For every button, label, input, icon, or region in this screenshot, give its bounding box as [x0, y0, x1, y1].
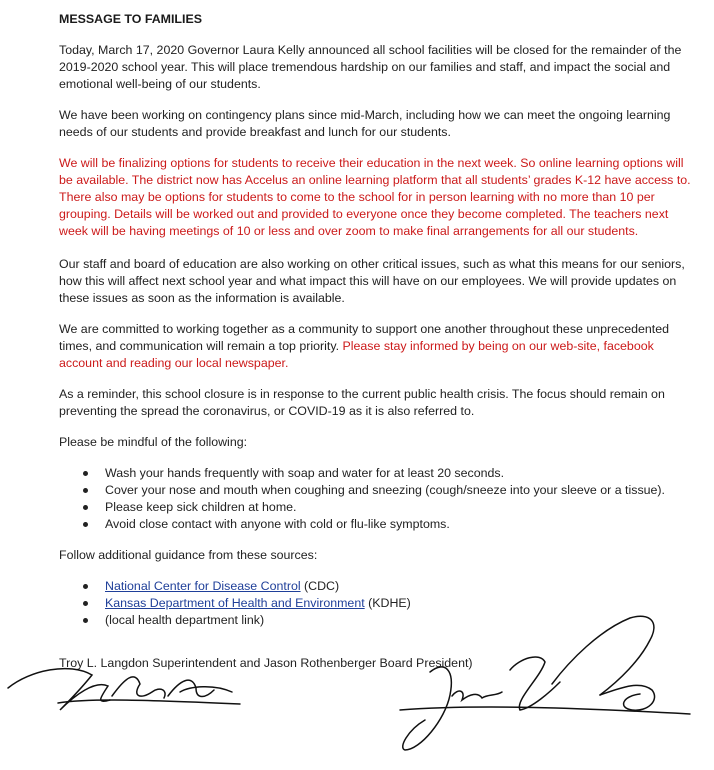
paragraph-reminder: As a reminder, this school closure is in response to the current public health crisis. The focus should remain on preventing the spread the coronavirus, or COVID-19 as it is also referred to. [59, 387, 665, 418]
cdc-link[interactable]: National Center for Disease Control [105, 579, 301, 593]
letter-heading: MESSAGE TO FAMILIES [59, 12, 202, 26]
stay-informed-text: Please stay informed by being on our web-site, facebook account and reading our local newspaper. [59, 339, 654, 370]
list-item: Cover your nose and mouth when coughing and sneezing (cough/sneeze into your sleeve or a tissue). [81, 482, 699, 499]
mindful-list [59, 465, 699, 533]
guidance-intro: Follow additional guidance from these sources: [59, 548, 318, 562]
paragraph-announcement: Today, March 17, 2020 Governor Laura Kelly announced all school facilities will be closed for the remainder of the 2019-2020 school year. This will place tremendous hardship on our families and staff, and impact the social and emotional well-being of our students. [59, 43, 682, 91]
source-item-kdhe [81, 595, 699, 612]
paragraph-learning-options: We will be finalizing options for students to receive their education in the next week. So online learning options will be available. The district now has Accelus an online learning platform that all students’ grades K-12 have access to. There also may be options for students to come to the school for in person learning with no more than 10 per grouping. Details will be worked out and provided to everyone once they become completed. The teachers next week will be having meetings of 10 or less and over zoom to make final arrangements for all our students. [59, 156, 691, 238]
cdc-suffix: (CDC) [300, 579, 340, 593]
kdhe-suffix: (KDHE) [364, 596, 411, 610]
superintendent-signature [8, 669, 240, 710]
letter [59, 11, 699, 643]
list-item: Avoid close contact with anyone with cold or flu-like symptoms. [81, 516, 699, 533]
kdhe-link[interactable]: Kansas Department of Health and Environment [105, 596, 365, 610]
paragraph-contingency: We have been working on contingency plans since mid-March, including how we can meet the ongoing learning needs of our students and provide breakfast and lunch for our students. [59, 108, 671, 139]
signature-caption: Troy L. Langdon Superintendent and Jason Rothenberger Board President) [59, 656, 473, 670]
sources-list [59, 578, 699, 629]
source-item-local [81, 612, 699, 629]
list-item: Please keep sick children at home. [81, 499, 699, 516]
community-text: We are committed to working together as a community to support one another throughout these unprecedented times, and communication will remain a top priority. [59, 322, 670, 353]
paragraph-critical-issues: Our staff and board of education are also working on other critical issues, such as what this means for our seniors, how this will affect next school year and what impact this will have on our employees. We will provide updates on these issues as soon as the information is available. [59, 257, 685, 305]
list-item: Wash your hands frequently with soap and water for at least 20 seconds. [81, 465, 699, 482]
source-item-cdc [81, 578, 699, 595]
mindful-intro: Please be mindful of the following: [59, 435, 248, 449]
local-health-text: (local health department link) [105, 613, 265, 627]
paragraph-community [59, 321, 699, 372]
